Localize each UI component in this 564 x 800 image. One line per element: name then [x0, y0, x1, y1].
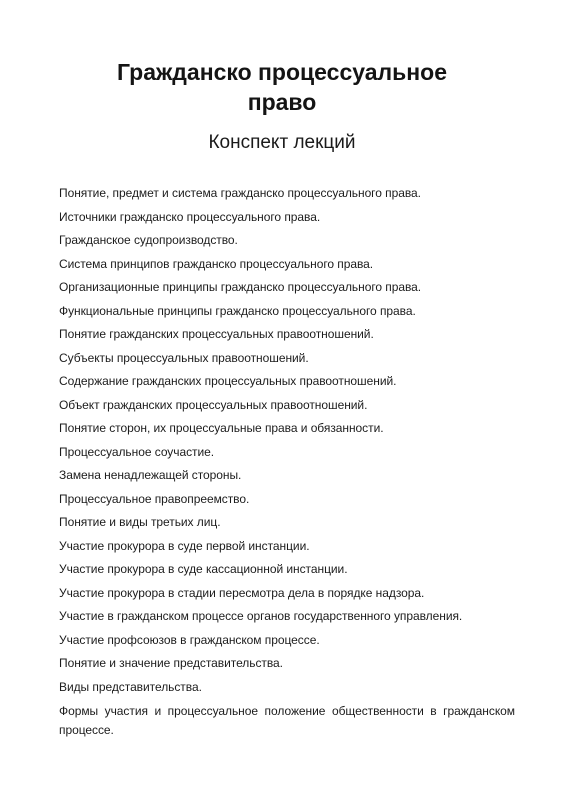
toc-item: Понятие и значение представительства. [59, 656, 283, 670]
toc-item: Виды представительства. [59, 679, 202, 694]
toc-item: Система принципов гражданско процессуального права. [59, 256, 374, 271]
toc-item: Понятие и виды третьих лиц. [59, 515, 221, 529]
table-of-contents [59, 185, 515, 740]
toc-item: Процессуальное правопреемство. [59, 491, 250, 506]
document-title-line-2: право [247, 89, 317, 115]
toc-item: Организационные принципы гражданско процессуального права. [59, 280, 422, 294]
toc-item: Гражданское судопроизводство. [59, 233, 238, 247]
toc-item: Понятие сторон, их процессуальные права и обязанности. [59, 421, 384, 435]
toc-item: Участие профсоюзов в гражданском процессе. [59, 632, 320, 647]
toc-item: Содержание гражданских процессуальных правоотношений. [59, 374, 397, 388]
toc-item: Замена ненадлежащей стороны. [59, 468, 242, 482]
toc-item: Участие в гражданском процессе органов государственного управления. [59, 609, 463, 623]
document-title-line-1: Гражданско процессуальное [117, 59, 447, 85]
toc-item: Процессуальное соучастие. [59, 444, 215, 459]
toc-item: Объект гражданских процессуальных правоотношений. [59, 397, 368, 412]
toc-item: Субъекты процессуальных правоотношений. [59, 350, 309, 365]
document-subtitle: Конспект лекций [208, 132, 356, 153]
toc-item: Участие прокурора в суде первой инстанции. [59, 538, 310, 553]
toc-item: Функциональные принципы гражданско процессуального права. [59, 303, 416, 318]
toc-item: Источники гражданско процессуального права. [59, 209, 321, 224]
toc-item: Понятие гражданских процессуальных правоотношений. [59, 327, 374, 341]
toc-item: Участие прокурора в стадии пересмотра дела в порядке надзора. [59, 585, 425, 600]
document-title [0, 57, 564, 117]
toc-item: Понятие, предмет и система гражданско процессуального права. [59, 186, 421, 200]
toc-item: Участие прокурора в суде кассационной инстанции. [59, 562, 348, 576]
toc-item: Формы участия и процессуальное положение общественности в гражданском процессе. [59, 704, 515, 737]
